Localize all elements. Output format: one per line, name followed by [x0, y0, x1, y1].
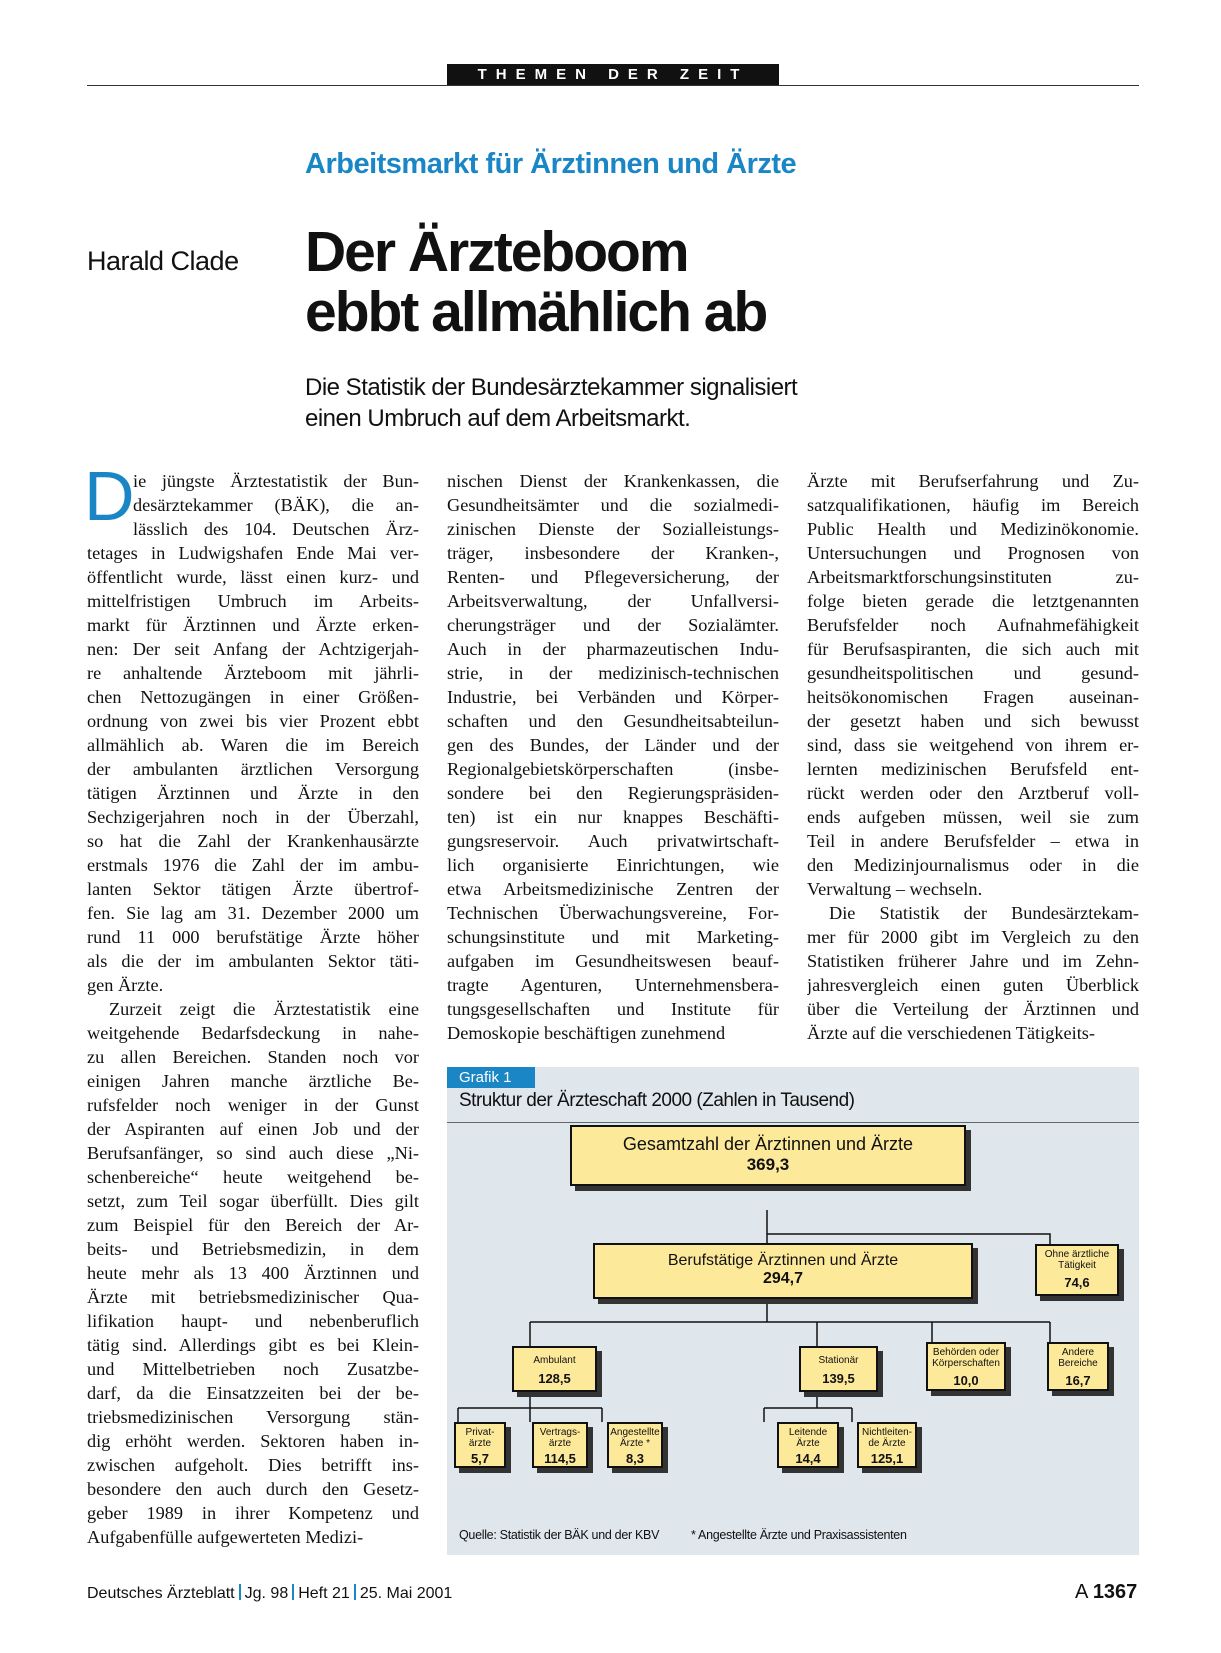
text-line: darf, da die Einsatzzeiten bei der be- [87, 1383, 419, 1403]
text-line: lässlich des 104. Deutschen Ärz- [133, 519, 419, 539]
text-line: einigen Jahren manche ärztliche Be- [87, 1071, 419, 1091]
text-line: Gesundheitsämter und die sozialmedi- [447, 495, 779, 515]
text-line: Ärzte mit Berufserfahrung und Zu- [807, 471, 1139, 491]
text-line: satzqualifikationen, häufig im Bereich [807, 495, 1139, 515]
node-value: 5,7 [470, 1451, 490, 1466]
text-line: ordnung von zwei bis vier Prozent ebbt [87, 711, 419, 731]
headline-line: Der Ärzteboom [305, 220, 688, 284]
footer-separator [354, 1584, 356, 1600]
deck-line: Die Statistik der Bundesärztekammer signalisiert [305, 374, 798, 401]
node-stationaer [799, 1346, 878, 1392]
article-deck [305, 372, 797, 434]
node-value: 14,4 [795, 1451, 821, 1466]
text-line: tungsgesellschaften und Institute für [447, 999, 779, 1019]
node-value: 294,7 [762, 1270, 804, 1287]
text-line: Public Health und Medizinökonomie. [807, 519, 1139, 539]
text-line: Ärzte mit betriebsmedizinischer Qua- [87, 1287, 419, 1307]
text-line: nen: Der seit Anfang der Achtzigerjah- [87, 639, 419, 659]
header-rule [87, 85, 1139, 86]
node-gesamt [570, 1125, 966, 1186]
text-line: Industrie, bei Verbänden und Körper- [447, 687, 779, 707]
text-line: heitsökonomischen Fragen auseinan- [807, 687, 1139, 707]
text-line: tätig sind. Allerdings gibt es bei Klein- [87, 1335, 419, 1355]
node-privataerzte [454, 1422, 506, 1468]
text-line: mer für 2000 gibt im Vergleich zu den [807, 927, 1139, 947]
figure-title-rule [447, 1122, 1139, 1123]
node-label: Vertrags-ärzte [539, 1427, 581, 1449]
text-line: Untersuchungen und Prognosen von [807, 543, 1139, 563]
text-line: Sechzigerjahren noch in der Überzahl, [87, 807, 419, 827]
text-line: so hat die Zahl der Krankenhausärzte [87, 831, 419, 851]
node-berufstaetig [593, 1243, 973, 1299]
text-line: Regionalgebietskörperschaften (insbe- [447, 759, 779, 779]
text-line: der Aspiranten auf einen Job und der [87, 1119, 419, 1139]
node-label: Berufstätige Ärztinnen und Ärzte [667, 1252, 899, 1269]
text-line: Statistiken früherer Jahre und im Zehn- [807, 951, 1139, 971]
text-line: rufsfelder noch weniger in der Gunst [87, 1095, 419, 1115]
text-line: besondere den auch durch den Gesetz- [87, 1479, 419, 1499]
text-line: nischen Dienst der Krankenkassen, die [447, 471, 779, 491]
text-line: ie jüngste Ärztestatistik der Bun- [133, 471, 419, 491]
text-line: schungsinstitute und mit Marketing- [447, 927, 779, 947]
node-value: 128,5 [538, 1371, 571, 1386]
text-line: gen Ärzte. [87, 975, 164, 995]
figure-title: Struktur der Ärzteschaft 2000 (Zahlen in Tausend) [459, 1090, 855, 1111]
text-line: heute mehr als 13 400 Ärztinnen und [87, 1263, 419, 1283]
journal-volume: Jg. 98 [244, 1585, 289, 1602]
node-vertragsaerzte [532, 1422, 588, 1468]
page-number-value: 1367 [1092, 1581, 1138, 1603]
text-line: Zurzeit zeigt die Ärztestatistik eine [109, 999, 419, 1019]
text-line: Die Statistik der Bundesärztekam- [829, 903, 1139, 923]
node-label: Stationär [818, 1355, 859, 1366]
node-label: Behörden oder Körperschaften [932, 1347, 1000, 1369]
text-line: und Mittelbetrieben noch Zusatzbe- [87, 1359, 419, 1379]
text-line: als die der im ambulanten Sektor täti- [87, 951, 419, 971]
text-line: desärztekammer (BÄK), die an- [133, 495, 419, 515]
node-behoerden [926, 1342, 1006, 1391]
text-line: triebsmedizinischen Versorgung stän- [87, 1407, 419, 1427]
node-value: 10,0 [953, 1373, 979, 1388]
node-ohne-taetigkeit [1035, 1244, 1119, 1296]
text-line: zu allen Bereichen. Standen noch vor [87, 1047, 419, 1067]
node-label: Gesamtzahl der Ärztinnen und Ärzte [622, 1134, 914, 1154]
text-line: schaften und den Gesundheitsabteilun- [447, 711, 779, 731]
text-line: re anhaltende Ärzteboom mit jährli- [87, 663, 419, 683]
text-line: Arbeitsmarktforschungsinstituten zu- [807, 567, 1139, 587]
text-line: Berufsanfänger, so sind auch diese „Ni- [87, 1143, 419, 1163]
text-line: gungsreservoir. Auch privatwirtschaft- [447, 831, 779, 851]
text-line: Auch in der pharmazeutischen Indu- [447, 639, 779, 659]
text-column-2 [447, 469, 779, 1045]
text-line: markt für Ärztinnen und Ärzte erken- [87, 615, 419, 635]
text-line: ten) ist ein nur knappes Beschäfti- [447, 807, 779, 827]
text-line: erstmals 1976 die Zahl der im ambu- [87, 855, 419, 875]
text-line: Aufgabenfülle aufgewerteten Medizi- [87, 1527, 364, 1547]
text-line: tätigen Ärztinnen und Ärzte in den [87, 783, 419, 803]
text-line: tragte Agenturen, Unternehmensbera- [447, 975, 779, 995]
node-angestellte [607, 1422, 663, 1468]
page-number [1075, 1581, 1137, 1604]
node-ambulant [512, 1346, 597, 1392]
node-value: 125,1 [870, 1451, 904, 1466]
text-line: gesundheitspolitischen und gesund- [807, 663, 1139, 683]
text-line: zinischen Dienste der Sozialleistungs- [447, 519, 779, 539]
figure-source: Quelle: Statistik der BÄK und der KBV [459, 1528, 660, 1542]
drop-cap: D [84, 457, 135, 535]
node-value: 8,3 [625, 1451, 645, 1466]
text-line: Technischen Überwachungsvereine, For- [447, 903, 779, 923]
text-line: lernten medizinischen Berufsfeld ent- [807, 759, 1139, 779]
node-label: Ohne ärztliche Tätigkeit [1044, 1249, 1110, 1271]
node-label: Ambulant [533, 1355, 576, 1366]
node-andere [1047, 1342, 1109, 1391]
text-line: sind, dass sie weitgehend von ihrem er- [807, 735, 1139, 755]
node-nichtleitende [857, 1422, 917, 1468]
text-line: dig erhöht werden. Sektoren haben in- [87, 1431, 419, 1451]
text-line: mittelfristigen Umbruch im Arbeits- [87, 591, 419, 611]
text-line: Berufsfelder noch Aufnahmefähigkeit [807, 615, 1139, 635]
text-line: der ambulanten ärztlichen Versorgung [87, 759, 419, 779]
text-line: etwa Arbeitsmedizinische Zentren der [447, 879, 779, 899]
text-line: folge bieten gerade die letztgenannten [807, 591, 1139, 611]
page-prefix: A [1075, 1581, 1088, 1603]
text-line: allmählich ab. Waren die im Bereich [87, 735, 419, 755]
text-line: lifikation haupt- und nebenberuflich [87, 1311, 419, 1331]
text-line: rund 11 000 berufstätige Ärzte höher [87, 927, 419, 947]
text-line: der gesetzt haben und sich bewusst [807, 711, 1139, 731]
text-line: Teil in andere Berufsfelder – etwa in [807, 831, 1139, 851]
text-line: zwischen aufgeholt. Dies betrifft ins- [87, 1455, 419, 1475]
footer-separator [239, 1584, 241, 1600]
text-line: sondere bei den Regierungspräsiden- [447, 783, 779, 803]
text-line: fen. Sie lag am 31. Dezember 2000 um [87, 903, 419, 923]
text-line: jahresvergleich einen guten Überblick [807, 975, 1139, 995]
text-line: geber 1989 in ihrer Kompetenz und [87, 1503, 419, 1523]
article-author: Harald Clade [87, 246, 239, 276]
text-line: Demoskopie beschäftigen zunehmend [447, 1023, 726, 1043]
text-line: öffentlicht wurde, lässt einen kurz- und [87, 567, 419, 587]
node-leitende [777, 1422, 839, 1468]
footer-separator [292, 1584, 294, 1600]
text-line: träger, insbesondere der Kranken-, [447, 543, 779, 563]
node-label: Privat-ärzte [465, 1427, 495, 1449]
text-line: Arbeitsverwaltung, der Unfallversi- [447, 591, 779, 611]
text-line: beits- und Betriebsmedizin, in dem [87, 1239, 419, 1259]
article-kicker: Arbeitsmarkt für Ärztinnen und Ärzte [305, 148, 797, 180]
text-line: lanten Sektor tätigen Ärzte übertrof- [87, 879, 419, 899]
section-banner: THEMEN DER ZEIT [447, 64, 779, 85]
text-line: zum Beispiel für den Bereich der Ar- [87, 1215, 419, 1235]
node-value: 74,6 [1064, 1275, 1090, 1290]
node-label: Andere Bereiche [1058, 1347, 1098, 1369]
text-line: cherungsträger und der Sozialämter. [447, 615, 779, 635]
text-line: gen des Bundes, der Länder und der [447, 735, 779, 755]
node-value: 16,7 [1065, 1373, 1091, 1388]
text-line: Verwaltung – wechseln. [807, 879, 983, 899]
page-footer [87, 1584, 452, 1603]
node-value: 114,5 [544, 1451, 576, 1466]
text-line: den Medizinjournalismus oder in die [807, 855, 1139, 875]
node-value: 139,5 [822, 1371, 855, 1386]
text-line: Renten- und Pflegeversicherung, der [447, 567, 779, 587]
node-label: Leitende Ärzte [788, 1427, 828, 1449]
text-line: weitgehende Bedarfsdeckung in nahe- [87, 1023, 419, 1043]
node-label: Nichtleiten-de Ärzte [861, 1427, 913, 1449]
text-line: für Berufsaspiranten, die sich auch mit [807, 639, 1139, 659]
text-line: ends aufgeben müssen, weil sie zum [807, 807, 1139, 827]
headline-line: ebbt allmählich ab [305, 280, 767, 344]
text-line: über die Verteilung der Ärztinnen und [807, 999, 1139, 1019]
journal-date: 25. Mai 2001 [359, 1585, 453, 1602]
text-column-1 [87, 469, 419, 1549]
text-column-3 [807, 469, 1139, 1045]
journal-issue: Heft 21 [298, 1585, 350, 1602]
text-line: strie, in der medizinisch-technischen [447, 663, 779, 683]
text-line: schenbereiche“ heute weitgehend be- [87, 1167, 419, 1187]
text-line: chen Nettozugängen in einer Größen- [87, 687, 419, 707]
figure-footnote: * Angestellte Ärzte und Praxisassistenten [691, 1528, 907, 1542]
deck-line: einen Umbruch auf dem Arbeitsmarkt. [305, 405, 691, 432]
node-label: Angestellte Ärzte * [610, 1427, 660, 1449]
text-line: rückt werden oder den Arztberuf voll- [807, 783, 1139, 803]
node-value: 369,3 [746, 1155, 790, 1174]
journal-name: Deutsches Ärzteblatt [87, 1585, 235, 1602]
text-line: tetages in Ludwigshafen Ende Mai ver- [87, 543, 419, 563]
article-headline [305, 222, 766, 342]
text-line: aufgaben im Gesundheitswesen beauf- [447, 951, 779, 971]
text-line: Ärzte auf die verschiedenen Tätigkeits- [807, 1023, 1095, 1043]
text-line: lich organisierte Einrichtungen, wie [447, 855, 779, 875]
figure-label: Grafik 1 [447, 1067, 535, 1088]
text-line: setzt, zum Teil sogar überfüllt. Dies gilt [87, 1191, 419, 1211]
